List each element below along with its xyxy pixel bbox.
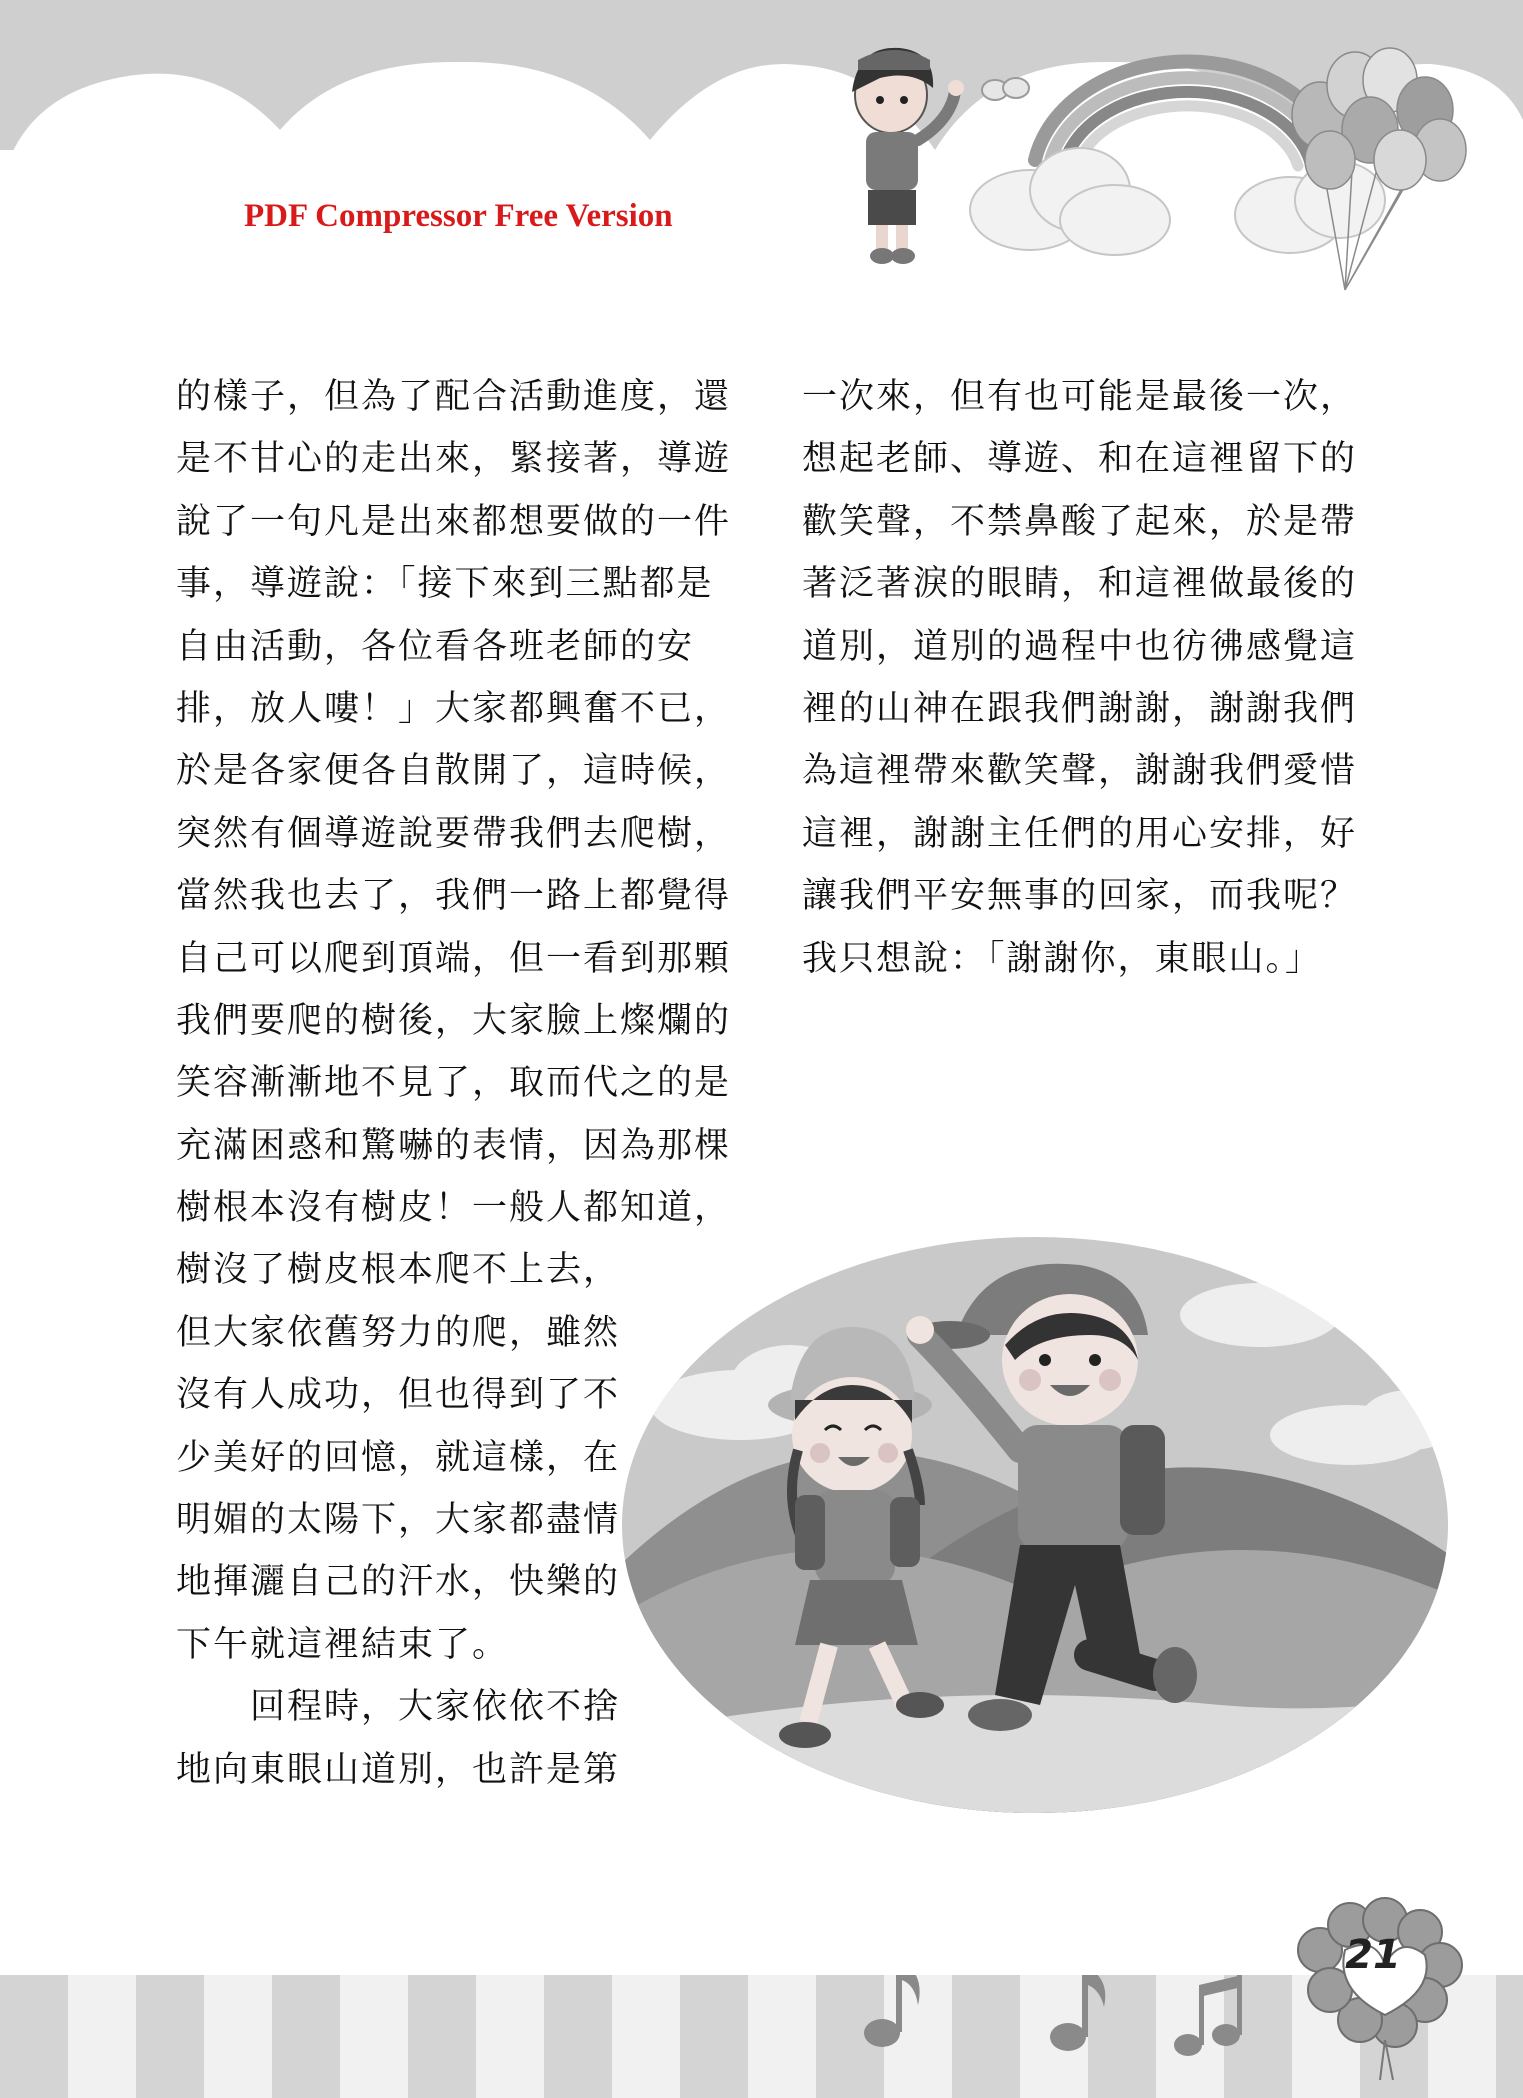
text-line: 下午就這裡結束了。 [176, 1624, 510, 1665]
text-line: 地向東眼山道別，也許是第 [176, 1749, 621, 1790]
watermark-text: PDF Compressor Free Version [244, 198, 673, 234]
text-line: 明媚的太陽下，大家都盡情 [176, 1500, 621, 1541]
text-line: 我們要爬的樹後，大家臉上燦爛的 [176, 1000, 732, 1041]
text-line: 這裡，謝謝主任們的用心安排，好 [802, 813, 1358, 854]
text-line: 歡笑聲，不禁鼻酸了起來，於是帶 [802, 501, 1358, 542]
text-line: 沒有人成功，但也得到了不 [176, 1375, 621, 1416]
text-line: 道別，道別的過程中也彷彿感覺這 [802, 626, 1358, 667]
page-number: 21 [1345, 1932, 1401, 1978]
text-line: 的樣子，但為了配合活動進度，還 [176, 377, 732, 417]
text-line: 回程時，大家依依不捨 [176, 1687, 621, 1728]
text-line: 我只想說：「謝謝你，東眼山。」 [802, 938, 1323, 979]
text-line: 自由活動，各位看各班老師的安 [176, 626, 695, 667]
text-line: 但大家依舊努力的爬，雖然 [176, 1312, 621, 1353]
text-line: 樹根本沒有樹皮！一般人都知道， [176, 1188, 732, 1229]
heart-balloon-icon [1275, 1880, 1475, 2090]
text-line: 於是各家便各自散開了，這時候， [176, 751, 732, 792]
text-line: 著泛著淚的眼睛，和這裡做最後的 [802, 564, 1358, 605]
text-line: 一次來，但有也可能是最後一次， [802, 377, 1358, 417]
text-line: 地揮灑自己的汗水，快樂的 [176, 1562, 621, 1603]
header-decoration [0, 0, 1523, 300]
text-line: 突然有個導遊說要帶我們去爬樹， [176, 813, 732, 854]
hiking-kids-illustration [620, 1235, 1450, 1815]
text-line: 樹沒了樹皮根本爬不上去， [176, 1250, 621, 1291]
text-line: 想起老師、導遊、和在這裡留下的 [802, 439, 1358, 480]
text-line: 自己可以爬到頂端，但一看到那顆 [176, 938, 732, 979]
right-text-column [802, 366, 1362, 990]
text-line: 充滿困惑和驚嚇的表情，因為那棵 [176, 1125, 732, 1166]
text-line: 事，導遊說：「接下來到三點都是 [176, 564, 714, 605]
text-line: 是不甘心的走出來，緊接著，導遊 [176, 439, 732, 480]
text-line: 排，放人嘍！」大家都興奮不已， [176, 688, 732, 729]
text-line: 說了一句凡是出來都想要做的一件 [176, 501, 732, 542]
text-line: 笑容漸漸地不見了，取而代之的是 [176, 1063, 732, 1104]
text-line: 裡的山神在跟我們謝謝，謝謝我們 [802, 688, 1358, 729]
text-line: 讓我們平安無事的回家，而我呢？ [802, 876, 1358, 917]
text-line: 少美好的回憶，就這樣，在 [176, 1437, 621, 1478]
text-line: 當然我也去了，我們一路上都覺得 [176, 876, 732, 917]
text-line: 為這裡帶來歡笑聲，謝謝我們愛惜 [802, 751, 1358, 792]
